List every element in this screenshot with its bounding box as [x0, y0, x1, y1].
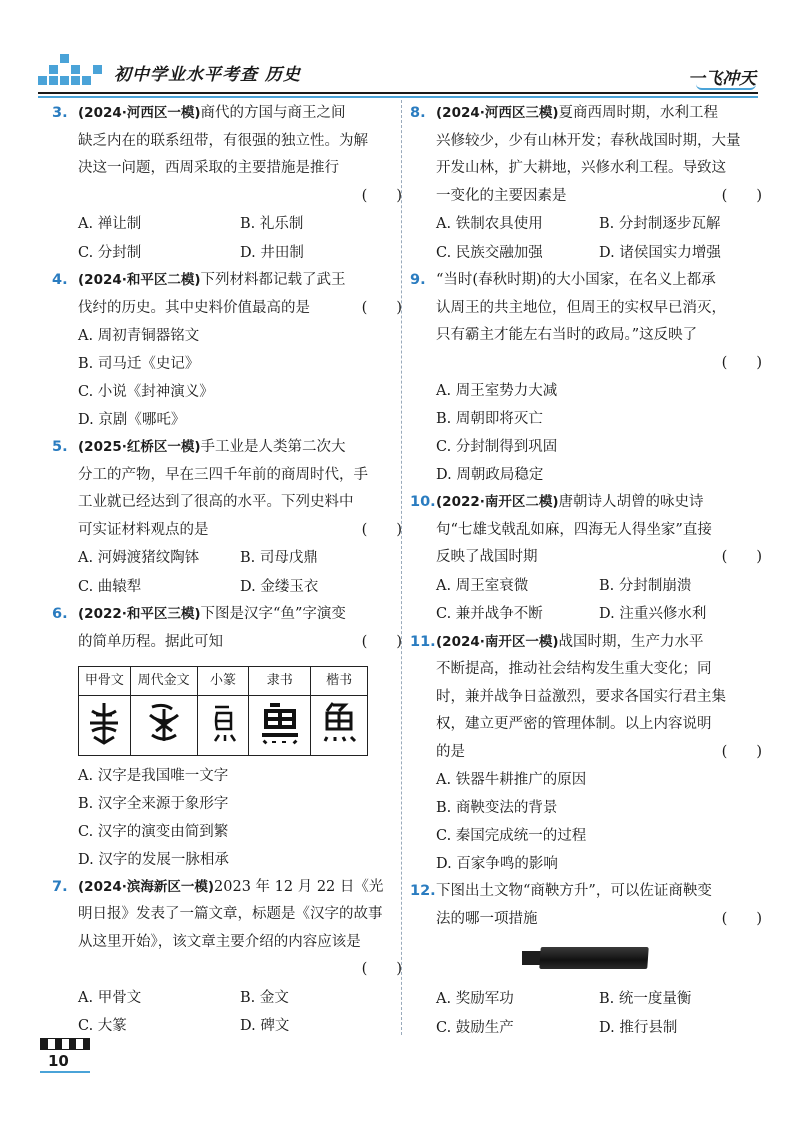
table-header: 甲骨文 [79, 667, 131, 696]
question-7 [52, 874, 402, 1041]
answer-bracket[interactable]: ( ) [361, 521, 402, 538]
option-d[interactable]: D. 金缕玉衣 [240, 578, 319, 595]
question-source: (2024·和平区二模) [78, 272, 201, 288]
question-number: 8. [410, 105, 426, 121]
question-number: 5. [52, 439, 68, 455]
option-a[interactable]: A. 周王室衰微 [436, 577, 529, 594]
question-text-line: 权，建立更严密的管理体制。以上内容说明 [436, 716, 712, 732]
question-text-line: 2023 年 12 月 22 日《光 [214, 878, 384, 895]
question-text-line: 法的哪一项措施 [436, 910, 538, 927]
question-text-line: 认周王的共主地位，但周王的实权早已消灭， [436, 299, 726, 316]
question-text-line: 夏商西周时期，水利工程 [558, 105, 719, 121]
answer-bracket[interactable]: ( ) [361, 187, 402, 204]
glyph-evolution-table [78, 666, 368, 756]
option-a[interactable]: A. 甲骨文 [78, 989, 142, 1006]
option-b[interactable]: B. 统一度量衡 [599, 991, 692, 1007]
question-text-line: 战国时期，生产力水平 [558, 633, 704, 650]
shang-yang-measure-image [410, 937, 762, 985]
option-b[interactable]: B. 分封制崩溃 [599, 577, 692, 594]
answer-bracket[interactable]: ( ) [361, 299, 402, 316]
question-number: 12. [410, 883, 436, 899]
option-d[interactable]: D. 周朝政局稳定 [436, 467, 544, 483]
question-3 [52, 100, 402, 267]
question-5 [52, 434, 402, 601]
option-b[interactable]: B. 分封制逐步瓦解 [599, 216, 721, 232]
answer-bracket[interactable]: ( ) [721, 743, 762, 760]
question-source: (2025·红桥区一模) [78, 439, 201, 455]
option-b[interactable]: B. 司马迁《史记》 [78, 356, 200, 372]
small-seal-glyph [197, 695, 249, 755]
option-a[interactable]: A. 奖励军功 [436, 991, 514, 1007]
table-header: 楷书 [311, 667, 368, 696]
option-c[interactable]: C. 鼓励生产 [436, 1019, 514, 1036]
option-d[interactable]: D. 注重兴修水利 [599, 606, 707, 622]
option-b[interactable]: B. 汉字全来源于象形字 [78, 795, 229, 812]
question-text-line: 可实证材料观点的是 [78, 521, 209, 538]
question-text-line: 时，兼并战争日益激烈，要求各国实行君主集 [436, 688, 726, 705]
page-number-underline [40, 1068, 90, 1073]
question-text-line: 兴修较少，少有山林开发；春秋战国时期，大量 [436, 132, 741, 149]
question-text-line: 工业就已经达到了很高的水平。下列史料中 [78, 494, 354, 510]
question-12 [410, 878, 762, 1042]
option-d[interactable]: D. 汉字的发展一脉相承 [78, 851, 229, 868]
option-a[interactable]: A. 禅让制 [78, 216, 142, 232]
option-b[interactable]: B. 礼乐制 [240, 216, 304, 232]
options [52, 210, 402, 267]
checkered-flag-icon [40, 1038, 90, 1050]
header-rule [38, 92, 758, 94]
option-c[interactable]: C. 大篆 [78, 1018, 127, 1034]
option-a[interactable]: A. 汉字是我国唯一文字 [78, 767, 229, 784]
question-text-line: 不断提高，推动社会结构发生重大变化；同 [436, 661, 712, 677]
question-text-line: 反映了战国时期 [436, 549, 538, 565]
option-a[interactable]: A. 周初青铜器铭文 [78, 328, 200, 344]
question-text-line: 明日报》发表了一篇文章，标题是《汉字的故事 [78, 906, 383, 922]
header-title: 初中学业水平考查 历史 [114, 65, 301, 85]
options [410, 377, 762, 489]
option-c[interactable]: C. 兼并战争不断 [436, 606, 543, 622]
question-number: 10. [410, 494, 436, 510]
options [410, 766, 762, 878]
option-d[interactable]: D. 井田制 [240, 244, 304, 261]
option-b[interactable]: B. 司母戊鼎 [240, 550, 318, 566]
header-decoration [38, 58, 108, 94]
question-source: (2024·河西区三模) [436, 105, 559, 121]
option-c[interactable]: C. 小说《封神演义》 [78, 384, 214, 400]
question-text-line: “当时(春秋时期)的大小国家，在名义上都承 [436, 272, 716, 288]
question-text-line: 伐纣的历史。其中史料价值最高的是 [78, 299, 310, 316]
oracle-bone-glyph [79, 695, 131, 755]
table-header: 周代金文 [130, 667, 197, 696]
question-text-line: 分工的产物，早在三四千年前的商周时代，手 [78, 466, 368, 483]
question-6 [52, 601, 402, 874]
option-c[interactable]: C. 分封制 [78, 244, 142, 261]
table-header: 隶书 [249, 667, 311, 696]
left-column [52, 100, 402, 1041]
question-text-line: 下图是汉字“鱼”字演变 [200, 606, 346, 622]
question-text-line: 一变化的主要因素是 [436, 187, 567, 204]
page-header [0, 0, 800, 100]
option-c[interactable]: C. 秦国完成统一的过程 [436, 828, 587, 844]
table-header: 小篆 [197, 667, 249, 696]
option-c[interactable]: C. 分封制得到巩固 [436, 439, 558, 455]
question-10 [410, 489, 762, 629]
question-text-line: 唐朝诗人胡曾的咏史诗 [558, 494, 704, 510]
question-number: 6. [52, 606, 68, 622]
brand-swoosh [696, 84, 756, 90]
options [410, 210, 762, 267]
question-text-line: 手工业是人类第二次大 [200, 439, 346, 455]
question-text-line: 从这里开始》，该文章主要介绍的内容应该是 [78, 933, 361, 950]
header-brand: 一飞冲天 [688, 69, 756, 89]
answer-bracket[interactable]: ( ) [721, 549, 762, 565]
options [52, 762, 402, 874]
answer-bracket[interactable]: ( ) [361, 633, 402, 650]
question-8 [410, 100, 762, 267]
question-text-line: 句“七雄戈戟乱如麻，四海无人得坐家”直接 [436, 521, 712, 538]
answer-bracket[interactable]: ( ) [721, 354, 762, 371]
option-b[interactable]: B. 周朝即将灭亡 [436, 411, 543, 427]
page-number-badge [40, 1038, 94, 1074]
option-c[interactable]: C. 汉字的演变由简到繁 [78, 823, 229, 840]
header-rule-accent [38, 96, 758, 98]
option-d[interactable]: D. 碑文 [240, 1018, 290, 1034]
question-text-line: 商代的方国与商王之间 [200, 105, 346, 121]
option-d[interactable]: D. 京剧《哪吒》 [78, 412, 186, 428]
artifact-body [539, 947, 649, 969]
question-text-line: 决这一问题，西周采取的主要措施是推行 [78, 160, 339, 176]
question-text-line: 只有霸主才能左右当时的政局。”这反映了 [436, 327, 698, 343]
page-number: 10 [48, 1052, 69, 1070]
options [52, 322, 402, 434]
option-c[interactable]: C. 民族交融加强 [436, 244, 543, 261]
question-source: (2022·和平区三模) [78, 606, 201, 622]
answer-bracket[interactable]: ( ) [721, 910, 762, 927]
right-column [410, 100, 762, 1042]
question-text-line: 的是 [436, 743, 465, 760]
option-b[interactable]: B. 商鞅变法的背景 [436, 800, 558, 816]
question-4 [52, 267, 402, 434]
option-d[interactable]: D. 诸侯国实力增强 [599, 244, 721, 261]
options [52, 544, 402, 601]
answer-bracket[interactable]: ( ) [361, 961, 402, 977]
option-a[interactable]: A. 铁器牛耕推广的原因 [436, 772, 587, 788]
options [410, 572, 762, 629]
options [52, 984, 402, 1041]
question-source: (2024·南开区一模) [436, 633, 559, 650]
question-text-line: 的简单历程。据此可知 [78, 633, 223, 650]
question-source: (2022·南开区二模) [436, 494, 559, 510]
question-9 [410, 267, 762, 489]
question-text-line: 下列材料都记载了武王 [200, 272, 346, 288]
option-a[interactable]: A. 周王室势力大减 [436, 383, 558, 399]
option-d[interactable]: D. 推行县制 [599, 1019, 678, 1036]
bronze-script-glyph [130, 695, 197, 755]
question-number: 4. [52, 272, 68, 288]
question-number: 3. [52, 105, 68, 121]
question-11 [410, 629, 762, 879]
question-text-line: 下图出土文物“商鞅方升”，可以佐证商鞅变 [436, 883, 712, 899]
question-text-line: 缺乏内在的联系纽带，有很强的独立性。为解 [78, 132, 368, 149]
question-number: 7. [52, 878, 68, 895]
question-source: (2024·河西区一模) [78, 105, 201, 121]
option-a[interactable]: A. 铁制农具使用 [436, 216, 543, 232]
question-source: (2024·滨海新区一模) [78, 878, 215, 895]
option-c[interactable]: C. 曲辕犁 [78, 578, 142, 595]
options [410, 985, 762, 1042]
question-text-line: 开发山林，扩大耕地，兴修水利工程。导致这 [436, 160, 726, 176]
clerical-script-glyph [249, 695, 311, 755]
option-d[interactable]: D. 百家争鸣的影响 [436, 856, 558, 872]
regular-script-glyph [311, 695, 368, 755]
question-number: 11. [410, 633, 436, 650]
option-a[interactable]: A. 河姆渡猪纹陶钵 [78, 550, 200, 566]
answer-bracket[interactable]: ( ) [721, 187, 762, 204]
question-number: 9. [410, 272, 426, 288]
option-b[interactable]: B. 金文 [240, 989, 289, 1006]
